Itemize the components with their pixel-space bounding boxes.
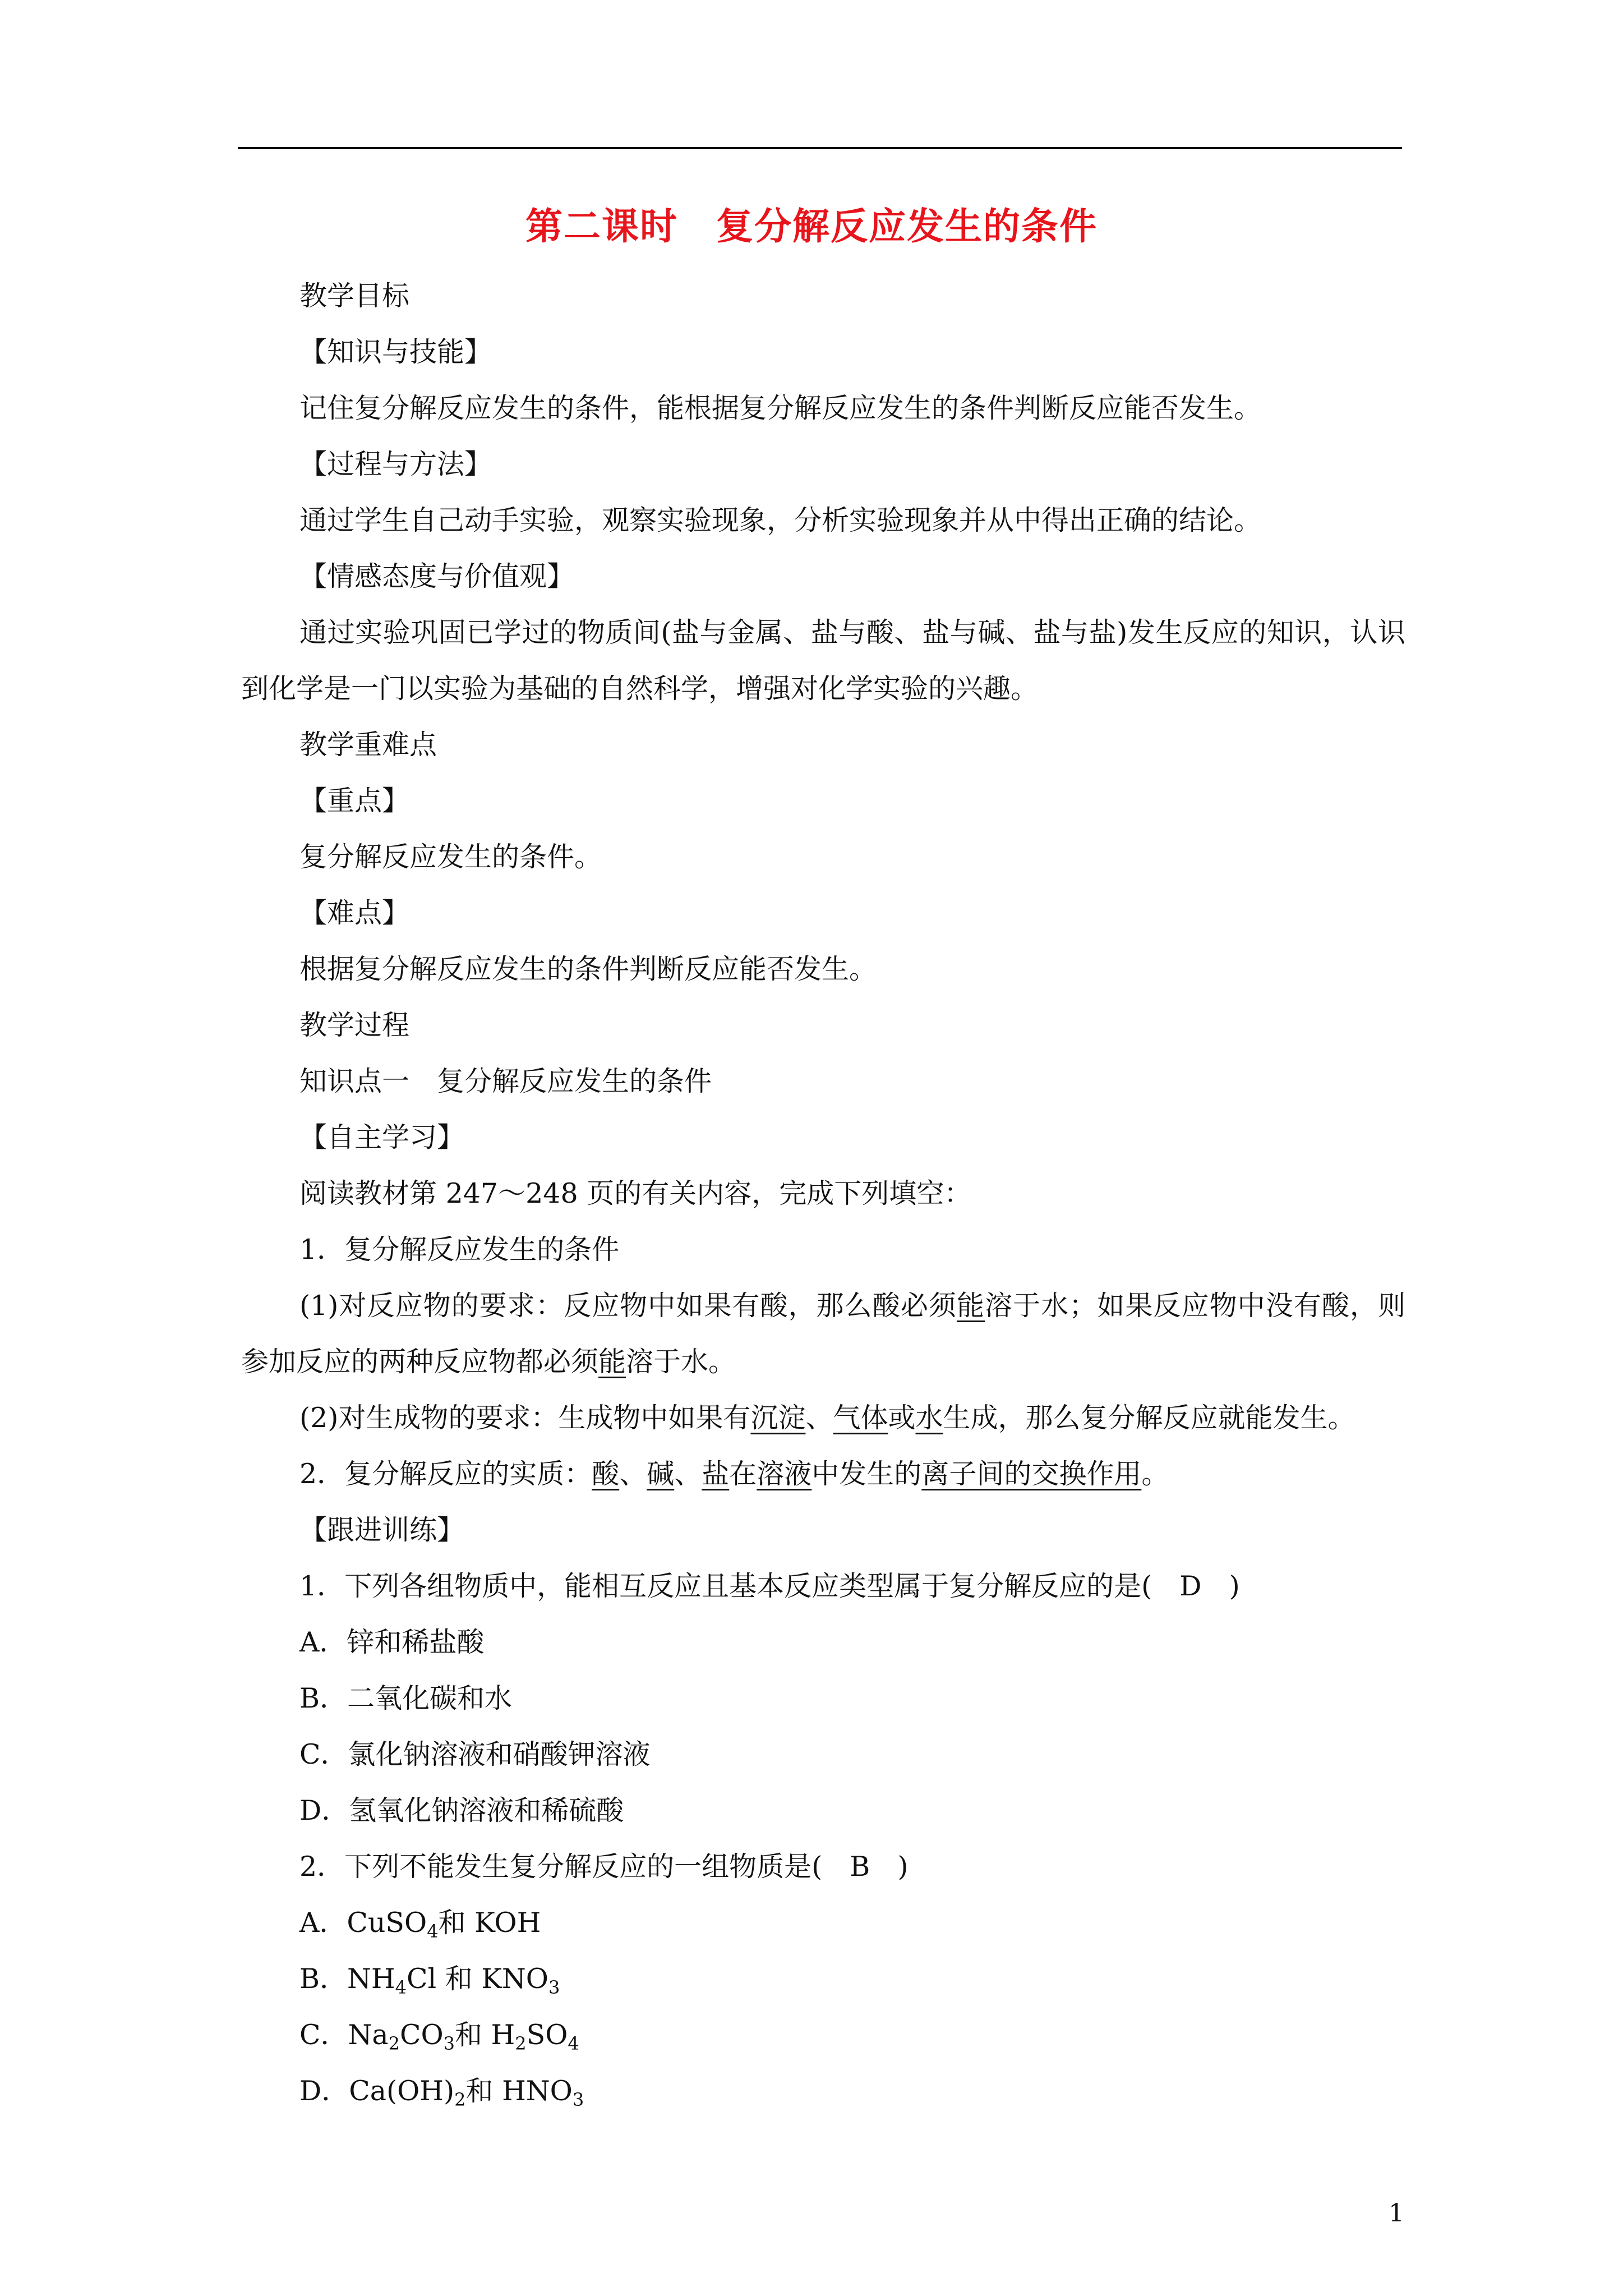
- blank-answer: 酸: [592, 1458, 620, 1490]
- self-study-heading: 【自主学习】: [299, 1121, 465, 1153]
- formula-text: C．Na: [299, 2019, 389, 2051]
- formula-text: 和 KOH: [438, 1907, 541, 1939]
- condition-2-text: 生成，那么复分解反应就能发生。: [943, 1402, 1355, 1434]
- item-2-text: 中发生的: [811, 1458, 922, 1490]
- condition-2-text: (2)对生成物的要求：生成物中如果有: [299, 1402, 751, 1434]
- formula-subscript: 2: [515, 2033, 527, 2054]
- condition-2: [241, 1390, 1405, 1446]
- formula-subscript: 4: [395, 1977, 407, 1998]
- difficult-text: 根据复分解反应发生的条件判断反应能否发生。: [299, 953, 877, 985]
- question-answer: D: [1179, 1570, 1202, 1602]
- item-2-text: 在: [729, 1458, 757, 1490]
- objectives-heading: 教学目标: [299, 280, 410, 312]
- condition-2-text: 或: [888, 1402, 916, 1434]
- question-2-option-d: [241, 2063, 1405, 2119]
- question-2-option-b: [241, 1951, 1405, 2007]
- practice-heading: 【跟进训练】: [299, 1514, 465, 1546]
- formula-text: 和 HNO: [465, 2075, 573, 2107]
- formula-subscript: 3: [443, 2033, 455, 2054]
- item-1: 1．复分解反应发生的条件: [299, 1234, 620, 1266]
- blank-answer: 能: [598, 1346, 626, 1378]
- keypoints-heading: 教学重难点: [299, 729, 437, 761]
- knowledge-heading: 【知识与技能】: [299, 336, 492, 368]
- question-answer: B: [850, 1851, 870, 1883]
- formula-text: B．NH: [299, 1963, 395, 1995]
- item-2: [241, 1446, 1405, 1502]
- question-1-stem: [241, 1558, 1405, 1614]
- blank-answer: 能: [956, 1290, 985, 1322]
- formula-subscript: 3: [572, 2089, 584, 2110]
- process-method-text: 通过学生自己动手实验，观察实验现象，分析实验现象并从中得出正确的结论。: [299, 504, 1262, 536]
- formula-subscript: 2: [454, 2089, 466, 2110]
- document-body: [241, 268, 1405, 2119]
- blank-answer: 气体: [833, 1402, 888, 1434]
- knowledge-text: 记住复分解反应发生的条件，能根据复分解反应发生的条件判断反应能否发生。: [299, 392, 1262, 424]
- page-title: 第二课时 复分解反应发生的条件: [525, 204, 1098, 248]
- condition-2-text: 、: [805, 1402, 833, 1434]
- item-2-text: 、: [674, 1458, 702, 1490]
- question-2-option-a: [241, 1895, 1405, 1951]
- page-number-text: 1: [1389, 2199, 1404, 2228]
- formula-text: Cl 和 KNO: [406, 1963, 548, 1995]
- item-2-text: 。: [1141, 1458, 1169, 1490]
- question-text: ): [870, 1851, 909, 1883]
- formula-subscript: 2: [388, 2033, 400, 2054]
- condition-1-text: 溶于水。: [626, 1346, 736, 1378]
- question-1-option-d: D．氢氧化钠溶液和稀硫酸: [299, 1795, 624, 1826]
- question-text: ): [1201, 1570, 1240, 1602]
- formula-text: A．CuSO: [299, 1907, 427, 1939]
- key-heading: 【重点】: [299, 785, 410, 817]
- item-2-text: 、: [619, 1458, 647, 1490]
- emotion-text: 通过实验巩固已学过的物质间(盐与金属、盐与酸、盐与碱、盐与盐)发生反应的知识，认识到化学是一门以实验为基础的自然科学，增强对化学实验的兴趣。: [241, 616, 1405, 705]
- condition-1-text: (1)对反应物的要求：反应物中如果有酸，那么酸必须: [299, 1290, 957, 1322]
- process-method-heading: 【过程与方法】: [299, 448, 492, 480]
- question-1-option-a: A．锌和稀盐酸: [299, 1626, 485, 1658]
- formula-text: SO: [526, 2019, 568, 2051]
- formula-text: D．Ca(OH): [299, 2075, 455, 2107]
- item-2-text: 2．复分解反应的实质：: [299, 1458, 592, 1490]
- blank-answer: 溶液: [757, 1458, 812, 1490]
- blank-answer: 盐: [702, 1458, 730, 1490]
- knowledge-point-1: 知识点一 复分解反应发生的条件: [299, 1065, 712, 1097]
- question-2-option-c: [241, 2007, 1405, 2063]
- question-1-option-b: B．二氧化碳和水: [299, 1682, 513, 1714]
- blank-answer: 水: [915, 1402, 943, 1434]
- blank-answer: 碱: [647, 1458, 675, 1490]
- formula-subscript: 4: [568, 2033, 579, 2054]
- teaching-process-heading: 教学过程: [299, 1009, 410, 1041]
- emotion-heading: 【情感态度与价值观】: [299, 560, 575, 592]
- blank-answer: 离子间的交换作用: [921, 1458, 1142, 1490]
- formula-text: CO: [399, 2019, 444, 2051]
- formula-subscript: 3: [548, 1977, 560, 1998]
- question-text: 1．下列各组物质中，能相互反应且基本反应类型属于复分解反应的是(: [299, 1570, 1180, 1602]
- header-rule: [238, 147, 1402, 149]
- question-2-stem: [241, 1839, 1405, 1895]
- formula-text: 和 H: [454, 2019, 515, 2051]
- question-text: 2．下列不能发生复分解反应的一组物质是(: [299, 1851, 850, 1883]
- difficult-heading: 【难点】: [299, 897, 410, 929]
- condition-1-text: 溶于水；如果反应物中没有酸，则参加反应的两种反应物都必须: [241, 1290, 1405, 1378]
- reading-instruction: 阅读教材第 247～248 页的有关内容，完成下列填空：: [299, 1177, 972, 1209]
- key-text: 复分解反应发生的条件。: [299, 841, 602, 873]
- formula-subscript: 4: [427, 1921, 439, 1942]
- condition-1: [241, 1278, 1405, 1390]
- blank-answer: 沉淀: [750, 1402, 806, 1434]
- question-1-option-c: C．氯化钠溶液和硝酸钾溶液: [299, 1738, 651, 1770]
